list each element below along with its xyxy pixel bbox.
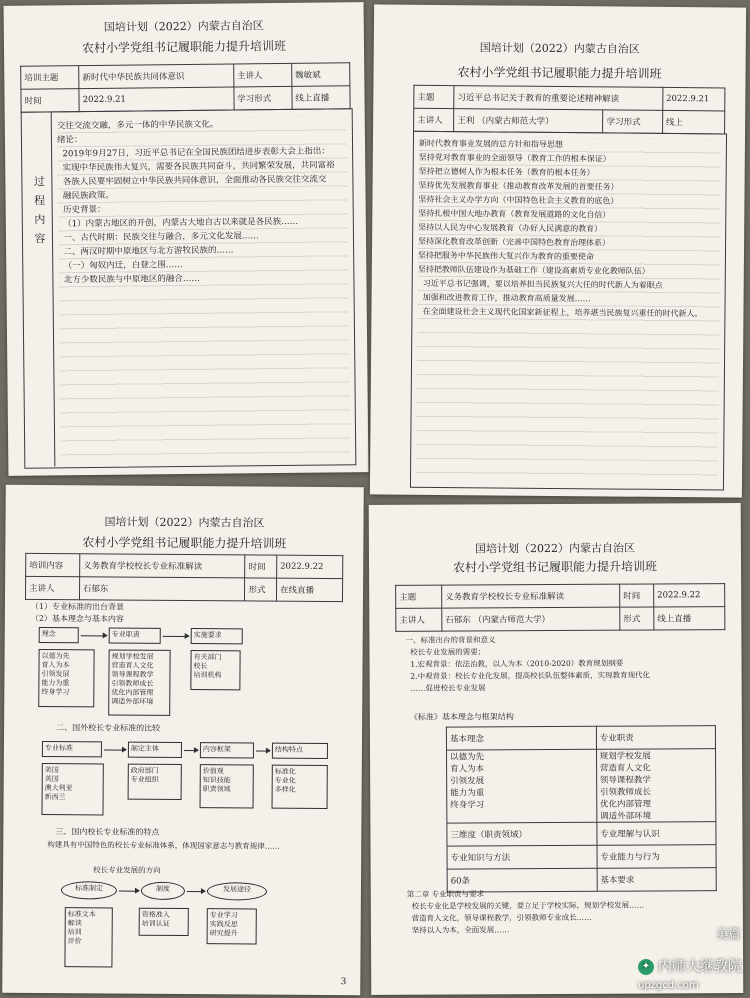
page-header-program: 国培计划（2022）内蒙古自治区	[104, 515, 265, 530]
flow2-detail: 标准化 专业化 多样化	[272, 765, 328, 809]
speaker-label: 主讲人	[414, 108, 454, 131]
page-header-course: 农村小学党组书记履职能力提升培训班	[82, 535, 287, 551]
table-cell: 三维度（职责领域）	[447, 822, 597, 846]
mode-value: 线上直播	[292, 86, 350, 110]
info-form	[20, 62, 350, 112]
flow-arrow	[163, 636, 189, 637]
flow3-detail: 标准文本 解读 培训 评价	[64, 907, 112, 967]
flow1-detail: 以德为先 育人为本 引领发展 能力为重 终身学习	[38, 649, 94, 707]
speaker-note: （内蒙古师范大学）	[473, 615, 551, 626]
watermark	[638, 956, 742, 992]
topic-label: 主题	[414, 85, 454, 108]
flow1-node: 专业职责	[109, 627, 161, 643]
topic-label: 主题	[396, 585, 442, 608]
table-cell: 60条	[447, 868, 597, 892]
flow2-node: 内容框架	[200, 742, 254, 758]
flow3-node: 制度	[141, 882, 185, 900]
table-cell: 以德为先 育人为本 引领发展 能力为重 终身学习	[447, 749, 597, 823]
speaker-label: 主讲人	[396, 608, 442, 631]
notes-body: 第二章 专业职责与要求 校长专业化是学校发展的关键，要立足于学校实际，规划学校发展…… 营造育人文化，领导课程教学，引领教师专业成长…… 坚持以人为本，全面发展……	[406, 889, 645, 935]
topic-label: 培训内容	[26, 553, 80, 576]
table-cell: 规划学校发展 营造育人文化 领导课程教学 引领教师成长 优化内部管理 调适外部环境	[596, 749, 716, 823]
time-label: 时间	[21, 89, 79, 113]
notes-page-2	[370, 4, 746, 497]
flow1-detail: 规划学校发展 营造育人文化 领导课程教学 引领教师成长 优化内部管理 调适外部环境	[108, 649, 170, 715]
speaker-value: 魏敏斌	[291, 63, 349, 87]
speaker-value: 王利	[457, 116, 475, 127]
notes-page-4	[369, 503, 744, 995]
flow2-detail: 价值观 知识技能 职责领域	[200, 764, 254, 808]
flow2-node: 结构特点	[272, 743, 328, 759]
flow3-detail: 专业学习 实践反思 研究提升	[207, 908, 257, 944]
flow3-subtitle: 校长专业发展的方向	[93, 865, 161, 875]
speaker-value: 石郁东	[79, 577, 245, 601]
flow1-node: 实施要求	[191, 628, 243, 644]
notes-body: 新时代教育事业发展的总方针和指导思想 坚持党对教育事业的全面领导（教育工作的根本保证） 坚持把立德树人作为根本任务（教育的根本任务） 坚持优先发展教育事业（推动教育改革发展的首要任务） 坚持社会主义办学方向（中国特色社会主义教育的底色） 坚持扎根中国大地办教育（教育发展道路的文化自信） 坚持以人民为中心发展教育（办好人民满意的教育） 坚持深化教育改革创新（完善中国特色教育治理体系） 坚持把服务中华民族伟大复兴作为教育的重要使命 坚持把教师队伍建设作为基础工作（建设高素质专业化教师队伍） 习近平总书记强调，要以培养担当民族复兴大任的时代新人为着眼点 加强和改进教育工作，推动教育高质量发展…… 在全面建设社会主义现代化国家新征程上，培养堪当民族复兴重任的时代新人。	[416, 137, 721, 482]
time-value: 2022.9.22	[654, 584, 725, 607]
brand-badge: 美篇	[715, 927, 740, 941]
page-header-program: 国培计划（2022）内蒙古自治区	[103, 19, 264, 34]
mode-value: 在线直播	[276, 578, 342, 601]
page-header-program: 国培计划（2022）内蒙古自治区	[474, 541, 635, 556]
flow-arrow	[187, 891, 205, 892]
topic-value: 习近平总书记关于教育的重要论述精神解读	[454, 86, 663, 111]
table-cell: 专业知识与方法	[447, 845, 597, 869]
flow2-detail: 美国 英国 澳大利亚 新西兰	[41, 763, 103, 815]
time-value: 2022.9.21	[662, 87, 724, 111]
info-form	[25, 553, 343, 602]
topic-value: 义务教育学校校长专业标准解读	[80, 554, 246, 578]
mode-value: 线上直播	[654, 607, 725, 630]
notes-page-3	[2, 485, 364, 995]
notes-body: 交往交流交融，多元一体的中华民族文化。 绪论： 2019年9月27日，习近平总书记在全国民族团结进步表彰大会上指出： 实现中华民族伟大复兴，需要各民族共同奋斗，共同繁荣发展，共同富裕 各族人民要牢固树立中华民族共同体意识，全面推动各民族交往交流交 融民族政策。 历史背景： （1）内蒙古地区的开创，内蒙古大地自古以来就是各民族…… 一、古代时期：民族交往与融合，多元文化发展…… 二、两汉时期中原地区与北方游牧民族的…… （一）匈奴内迁，白登之围…… 北方少数民族与中原地区的融合……	[57, 116, 351, 459]
notes-intro: 一、标准出台的背景和意义 校长专业发展的需要； 1.宏观背景：依法治教，以人为本（2010-2020）教育规划纲要 2.中观背景：校长专业化发展，提高校长队伍整体素质，实现教育现代化 ……促进校长专业发展	[405, 635, 651, 693]
topic-value: 义务教育学校校长专业标准解读	[442, 584, 620, 608]
mode-label: 形式	[245, 578, 277, 601]
flow2-node: 专业标准	[42, 741, 102, 757]
table-cell: 专业职责	[596, 726, 715, 750]
page-header-course: 农村小学党组书记履职能力提升培训班	[81, 38, 287, 56]
page-header-program: 国培计划（2022）内蒙古自治区	[479, 41, 640, 56]
flow3-node: 标准制定	[61, 881, 117, 899]
table-cell: 专业理解与认识	[597, 822, 716, 846]
topic-value: 新时代中华民族共同体意识	[79, 64, 234, 89]
speaker-label: 主讲人	[25, 576, 79, 599]
mode-value: 线上	[662, 110, 724, 134]
table-cell: 基本理念	[446, 726, 596, 750]
wechat-icon: ✦	[638, 959, 654, 975]
info-form	[395, 583, 725, 632]
page-number: 3	[340, 977, 347, 988]
speaker-note: （内蒙古师范大学）	[477, 116, 554, 127]
notes-page-1	[4, 2, 369, 476]
time-value: 2022.9.21	[79, 87, 234, 112]
flow-arrow	[81, 635, 107, 636]
mode-label: 学习形式	[234, 86, 292, 110]
mode-label: 学习形式	[603, 110, 662, 134]
watermark-text: 内师大继教院	[658, 959, 742, 975]
flow2-title: 二、国外校长专业标准的比较	[56, 723, 161, 733]
process-content-label: 过程内容	[32, 175, 47, 252]
table-cell: 基本要求	[597, 868, 716, 892]
page-header-course: 农村小学党组书记履职能力提升培训班	[457, 65, 662, 81]
topic-label: 培训主题	[21, 66, 79, 90]
flow-arrow	[119, 891, 139, 892]
standard-framework-table	[446, 725, 717, 892]
speaker-value: 石郁东	[445, 615, 471, 626]
flow2-node: 制定主体	[128, 742, 182, 758]
watermark-url: upzgcd.com	[638, 980, 699, 991]
flow3-text: 构建具有中国特色的校长专业标准体系，体现国家意志与教育规律……	[47, 840, 280, 851]
notes-intro: （1）专业标准的出台背景 （2）基本理念与基本内容	[30, 601, 125, 624]
speaker-label: 主讲人	[233, 63, 291, 87]
page-header-course: 农村小学党组书记履职能力提升培训班	[452, 559, 658, 575]
time-label: 时间	[620, 584, 654, 607]
table-cell: 专业能力与行为	[597, 845, 716, 869]
flow3-detail: 资格准入 培训认证	[139, 908, 189, 936]
flow1-node: 理念	[39, 627, 79, 643]
time-label: 时间	[245, 555, 277, 578]
mode-label: 形式	[620, 607, 654, 630]
flow1-detail: 有关部门 校长 培训机构	[190, 650, 240, 690]
flow2-detail: 政府部门 专业组织	[128, 764, 182, 800]
table-title: 《标准》基本理念与框架结构	[409, 712, 514, 722]
flow-arrow	[256, 751, 270, 752]
time-value: 2022.9.22	[277, 555, 343, 578]
flow-arrow	[184, 750, 198, 751]
flow-arrow	[104, 749, 126, 750]
info-form	[413, 85, 725, 135]
flow3-node: 发展途径	[207, 882, 267, 900]
flow3-title: 三、国内校长专业标准的特点	[55, 827, 160, 837]
